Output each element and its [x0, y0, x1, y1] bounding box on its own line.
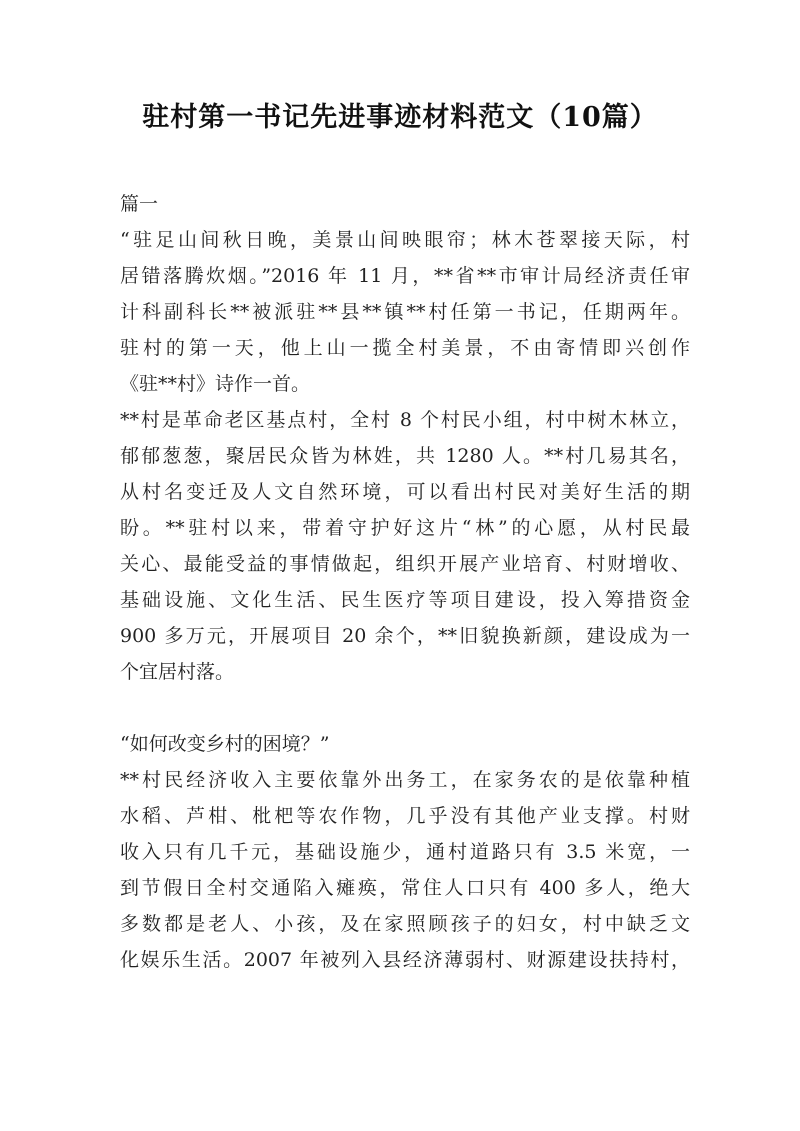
blank-line [120, 690, 690, 726]
text-line: 盼。**驻村以来，带着守护好这片“林”的心愿，从村民最 [120, 517, 690, 539]
text-line: 收入只有几千元，基础设施少，通村道路只有 3.5 米宽，一 [120, 841, 690, 863]
text-line: 水稻、芦柑、枇杷等农作物，几乎没有其他产业支撑。村财 [120, 805, 690, 827]
text-line: “驻足山间秋日晚，美景山间映眼帘；林木苍翠接天际，村 [120, 229, 690, 251]
document-title: 驻村第一书记先进事迹材料范文（10篇） [142, 102, 658, 133]
document-body [120, 186, 690, 978]
text-line: 从村名变迁及人文自然环境，可以看出村民对美好生活的期 [120, 481, 690, 503]
text-line: 多数都是老人、小孩，及在家照顾孩子的妇女，村中缺乏文 [120, 913, 690, 935]
text-line: 关心、最能受益的事情做起，组织开展产业培育、村财增收、 [120, 553, 690, 575]
text-line: 驻村的第一天，他上山一揽全村美景，不由寄情即兴创作 [120, 337, 690, 359]
text-line: 居错落腾炊烟。”2016 年 11 月，**省**市审计局经济责任审 [120, 265, 690, 287]
text-line: **村民经济收入主要依靠外出务工，在家务农的是依靠种植 [120, 769, 690, 791]
text-line: 个宜居村落。 [120, 661, 235, 683]
text-line: 到节假日全村交通陷入瘫痪，常住人口只有 400 多人，绝大 [120, 877, 690, 899]
text-line: 郁郁葱葱，聚居民众皆为林姓，共 1280 人。**村几易其名， [120, 445, 690, 467]
text-line: 计科副科长**被派驻**县**镇**村任第一书记，任期两年。 [120, 301, 690, 323]
text-line: 基础设施、文化生活、民生医疗等项目建设，投入筹措资金 [120, 589, 690, 611]
text-line: 900 多万元，开展项目 20 余个，**旧貌换新颜，建设成为一 [120, 625, 690, 647]
text-line: 化娱乐生活。2007 年被列入县经济薄弱村、财源建设扶持村， [120, 949, 690, 971]
text-line: **村是革命老区基点村，全村 8 个村民小组，村中树木林立， [120, 409, 690, 431]
text-line: “如何改变乡村的困境？” [120, 733, 330, 755]
text-line: 篇一 [120, 193, 159, 215]
text-line: 《驻**村》诗作一首。 [120, 373, 311, 395]
